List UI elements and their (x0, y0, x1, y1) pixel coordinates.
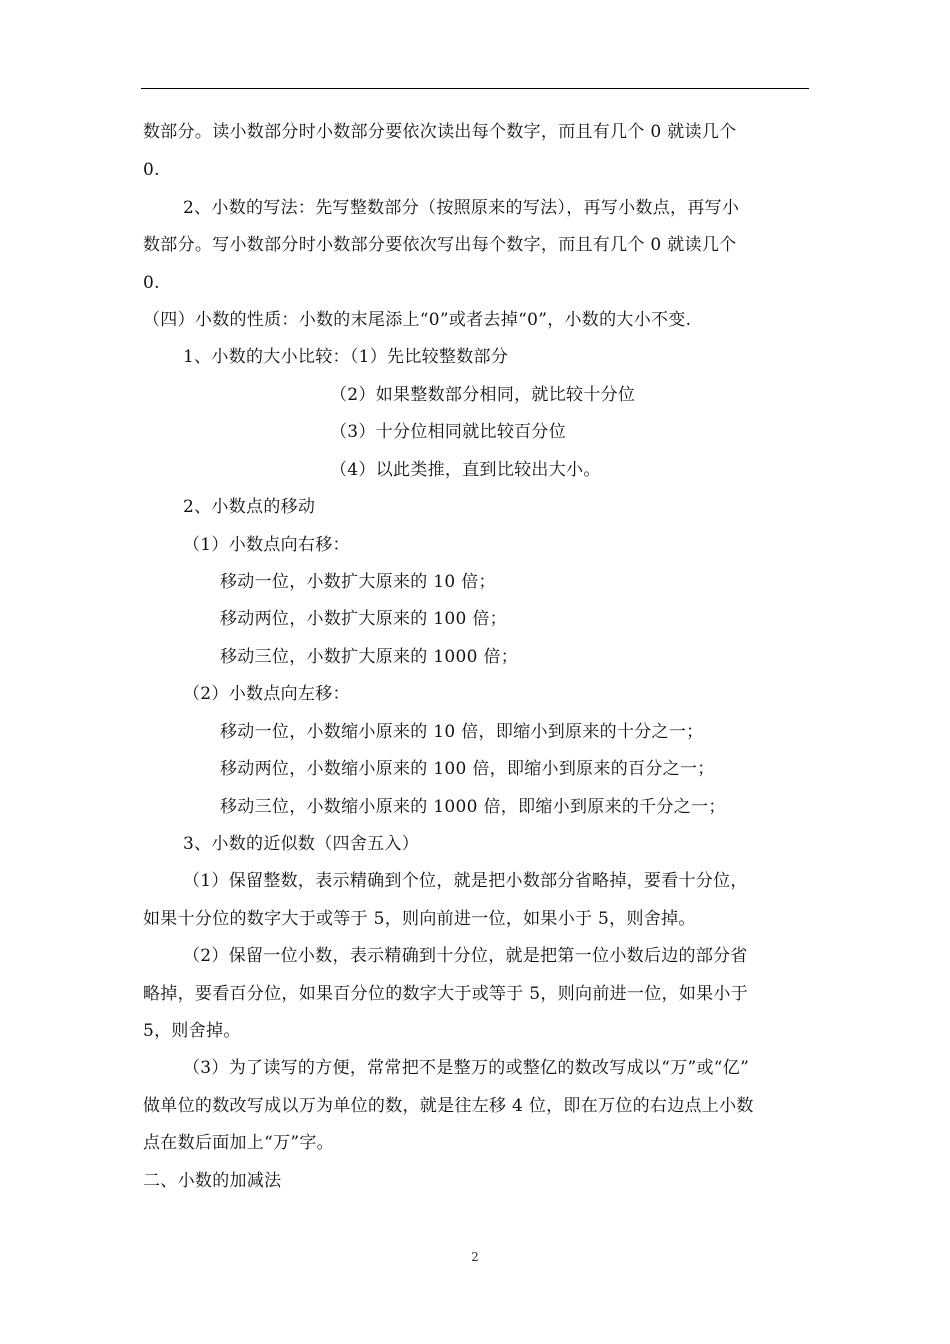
paragraph-line: 5，则舍掉。 (143, 1021, 241, 1041)
paragraph-line: 2、小数的写法：先写整数部分（按照原来的写法），再写小数点，再写小 (183, 198, 740, 218)
paragraph-line: （2）如果整数部分相同，就比较十分位 (330, 385, 636, 405)
paragraph-line: 如果十分位的数字大于或等于 5，则向前进一位，如果小于 5，则舍掉。 (143, 909, 696, 929)
paragraph-line: （3）为了读写的方便，常常把不是整万的或整亿的数改写成以“万”或“亿” (183, 1058, 750, 1078)
page-number: 2 (471, 1250, 479, 1264)
paragraph-line: （3）十分位相同就比较百分位 (330, 422, 567, 442)
section-heading: （四）小数的性质：小数的末尾添上“0”或者去掉“0”，小数的大小不变. (143, 310, 692, 330)
paragraph-line: （4）以此类推，直到比较出大小。 (330, 460, 601, 480)
paragraph-line: 移动一位，小数扩大原来的 10 倍； (220, 572, 496, 592)
paragraph-line: 0. (143, 160, 160, 180)
paragraph-line: （1）小数点向右移： (183, 535, 350, 555)
paragraph-line: （1）保留整数，表示精确到个位，就是把小数部分省略掉，要看十分位， (183, 871, 748, 891)
paragraph-line: （2）保留一位小数，表示精确到十分位，就是把第一位小数后边的部分省 (183, 946, 748, 966)
paragraph-line: 数部分。读小数部分时小数部分要依次读出每个数字，而且有几个 0 就读几个 (143, 122, 737, 142)
paragraph-line: 3、小数的近似数（四舍五入） (183, 834, 420, 854)
paragraph-line: 移动三位，小数扩大原来的 1000 倍； (220, 647, 519, 667)
paragraph-line: 略掉，要看百分位，如果百分位的数字大于或等于 5，则向前进一位，如果小于 (143, 984, 749, 1004)
paragraph-line: 2、小数点的移动 (183, 497, 316, 517)
paragraph-line: （2）小数点向左移： (183, 684, 350, 704)
paragraph-line: 移动两位，小数缩小原来的 100 倍，即缩小到原来的百分之一； (220, 759, 715, 779)
paragraph-line: 移动两位，小数扩大原来的 100 倍； (220, 609, 507, 629)
paragraph-line: 1、小数的大小比较：（1）先比较整数部分 (183, 347, 509, 367)
paragraph-line: 0. (143, 273, 160, 293)
paragraph-line: 移动三位，小数缩小原来的 1000 倍，即缩小到原来的千分之一； (220, 797, 726, 817)
paragraph-line: 数部分。写小数部分时小数部分要依次写出每个数字，而且有几个 0 就读几个 (143, 235, 737, 255)
paragraph-line: 移动一位，小数缩小原来的 10 倍，即缩小到原来的十分之一； (220, 722, 704, 742)
header-rule (141, 88, 809, 89)
paragraph-line: 做单位的数改写成以万为单位的数，就是往左移 4 位，即在万位的右边点上小数 (143, 1096, 754, 1116)
section-heading: 二、小数的加减法 (143, 1171, 282, 1191)
paragraph-line: 点在数后面加上“万”字。 (143, 1133, 334, 1153)
